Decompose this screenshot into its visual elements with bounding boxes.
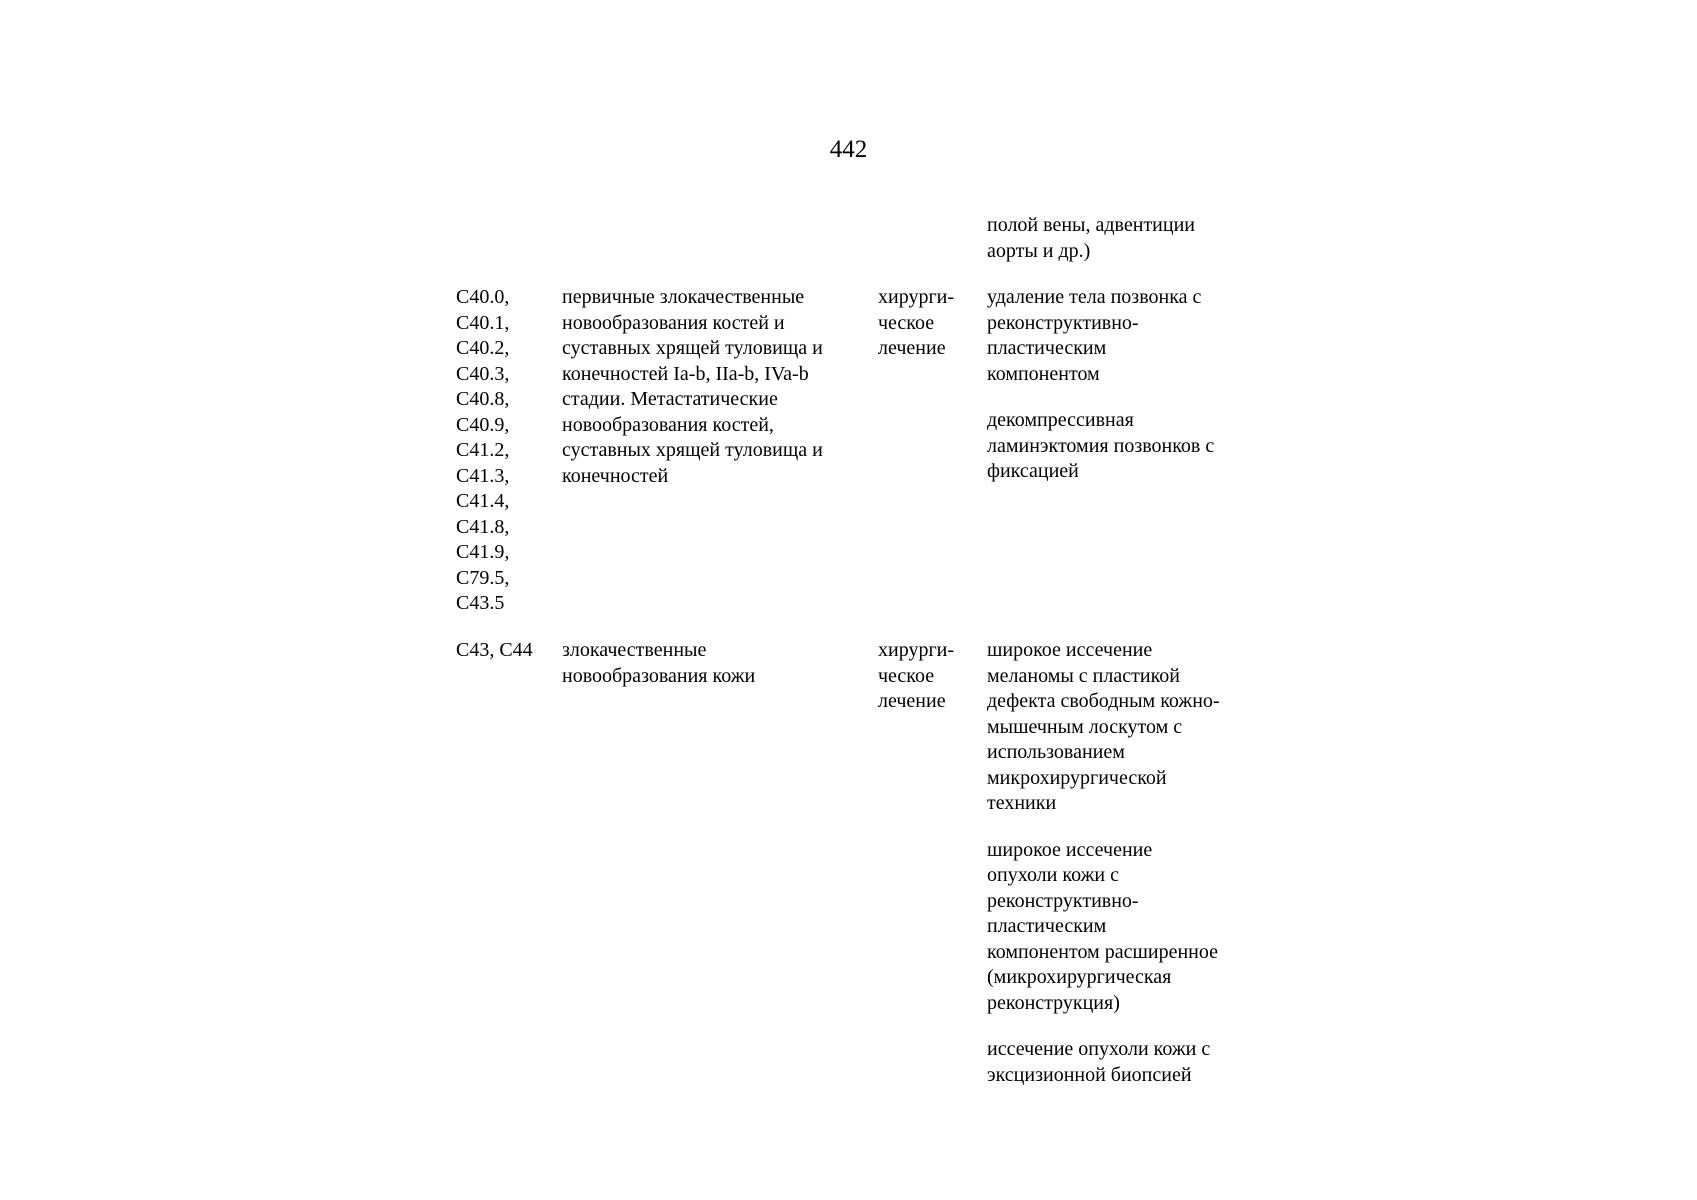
- method-line: микрохирургической: [987, 766, 1167, 789]
- icd-code: C40.9,: [456, 413, 510, 436]
- method-line: опухоли кожи с: [987, 864, 1119, 886]
- description-line: суставных хрящей туловища и: [562, 337, 823, 359]
- description-line: злокачественные: [562, 639, 707, 661]
- description-cell: [562, 285, 882, 489]
- icd-code: C40.2,: [456, 337, 510, 359]
- method-line: широкое иссечение: [987, 639, 1153, 661]
- description-line: первичные злокачественные: [562, 286, 805, 308]
- method-item: [987, 213, 1267, 264]
- description-line: новообразования костей,: [562, 413, 774, 436]
- description-line: конечностей Ia-b, IIa-b, IVa-b: [562, 362, 809, 385]
- icd-code: C40.8,: [456, 388, 510, 410]
- method-line: иссечение опухоли кожи с: [987, 1038, 1211, 1060]
- icd-code: C43, C44: [456, 639, 533, 661]
- method-line: компонентом расширенное: [987, 940, 1218, 963]
- description-line: новообразования кожи: [562, 664, 756, 687]
- method-line: фиксацией: [987, 460, 1079, 482]
- treatment-line: ческое: [878, 664, 935, 687]
- method-line: реконструктивно-: [987, 311, 1139, 334]
- method-line: компонентом: [987, 362, 1100, 385]
- treatment-line: лечение: [878, 337, 946, 359]
- treatment-cell: [878, 285, 978, 362]
- code-cell: [456, 638, 556, 664]
- icd-code: C79.5,: [456, 566, 510, 589]
- description-cell: [562, 638, 882, 689]
- description-line: конечностей: [562, 464, 669, 487]
- description-line: новообразования костей и: [562, 311, 785, 334]
- method-line: удаление тела позвонка с: [987, 286, 1202, 308]
- method-line: меланомы с пластикой: [987, 664, 1180, 687]
- treatment-line: хирурги-: [878, 286, 955, 308]
- icd-code: C40.1,: [456, 311, 510, 334]
- icd-code: C40.0,: [456, 286, 510, 308]
- page-number: 442: [829, 136, 868, 163]
- method-item: [987, 638, 1267, 817]
- method-cell: [987, 285, 1267, 485]
- method-cell: [987, 213, 1267, 264]
- method-line: полой вены, адвентиции: [987, 214, 1195, 236]
- treatment-line: хирурги-: [878, 639, 955, 661]
- method-line: широкое иссечение: [987, 838, 1153, 861]
- icd-code: C41.8,: [456, 515, 510, 538]
- icd-code: C41.4,: [456, 490, 510, 512]
- treatment-line: лечение: [878, 690, 946, 712]
- method-cell: [987, 638, 1267, 1088]
- method-line: декомпрессивная: [987, 409, 1134, 431]
- method-line: реконструктивно-: [987, 889, 1139, 912]
- method-item: [987, 838, 1267, 1017]
- method-line: ламинэктомия позвонков с: [987, 434, 1215, 457]
- method-line: использованием: [987, 741, 1125, 763]
- treatment-cell: [878, 638, 978, 715]
- treatment-line: ческое: [878, 311, 935, 334]
- icd-code: C43.5: [456, 592, 505, 614]
- method-item: [987, 285, 1267, 387]
- method-item: [987, 1037, 1267, 1088]
- icd-code: C41.9,: [456, 541, 510, 563]
- method-line: реконструкция): [987, 991, 1120, 1014]
- method-line: пластическим: [987, 915, 1107, 937]
- method-line: дефекта свободным кожно-: [987, 690, 1220, 712]
- description-line: стадии. Метастатические: [562, 388, 778, 410]
- method-line: мышечным лоскутом с: [987, 715, 1183, 738]
- icd-code: C40.3,: [456, 362, 510, 385]
- method-line: техники: [987, 792, 1057, 814]
- code-cell: [456, 285, 556, 617]
- method-line: (микрохирургическая: [987, 966, 1172, 988]
- method-line: эксцизионной биопсией: [987, 1063, 1192, 1086]
- method-item: [987, 408, 1267, 485]
- description-line: суставных хрящей туловища и: [562, 439, 823, 461]
- icd-code: C41.2,: [456, 439, 510, 461]
- method-line: аорты и др.): [987, 239, 1091, 262]
- icd-code: C41.3,: [456, 464, 510, 487]
- method-line: пластическим: [987, 337, 1107, 359]
